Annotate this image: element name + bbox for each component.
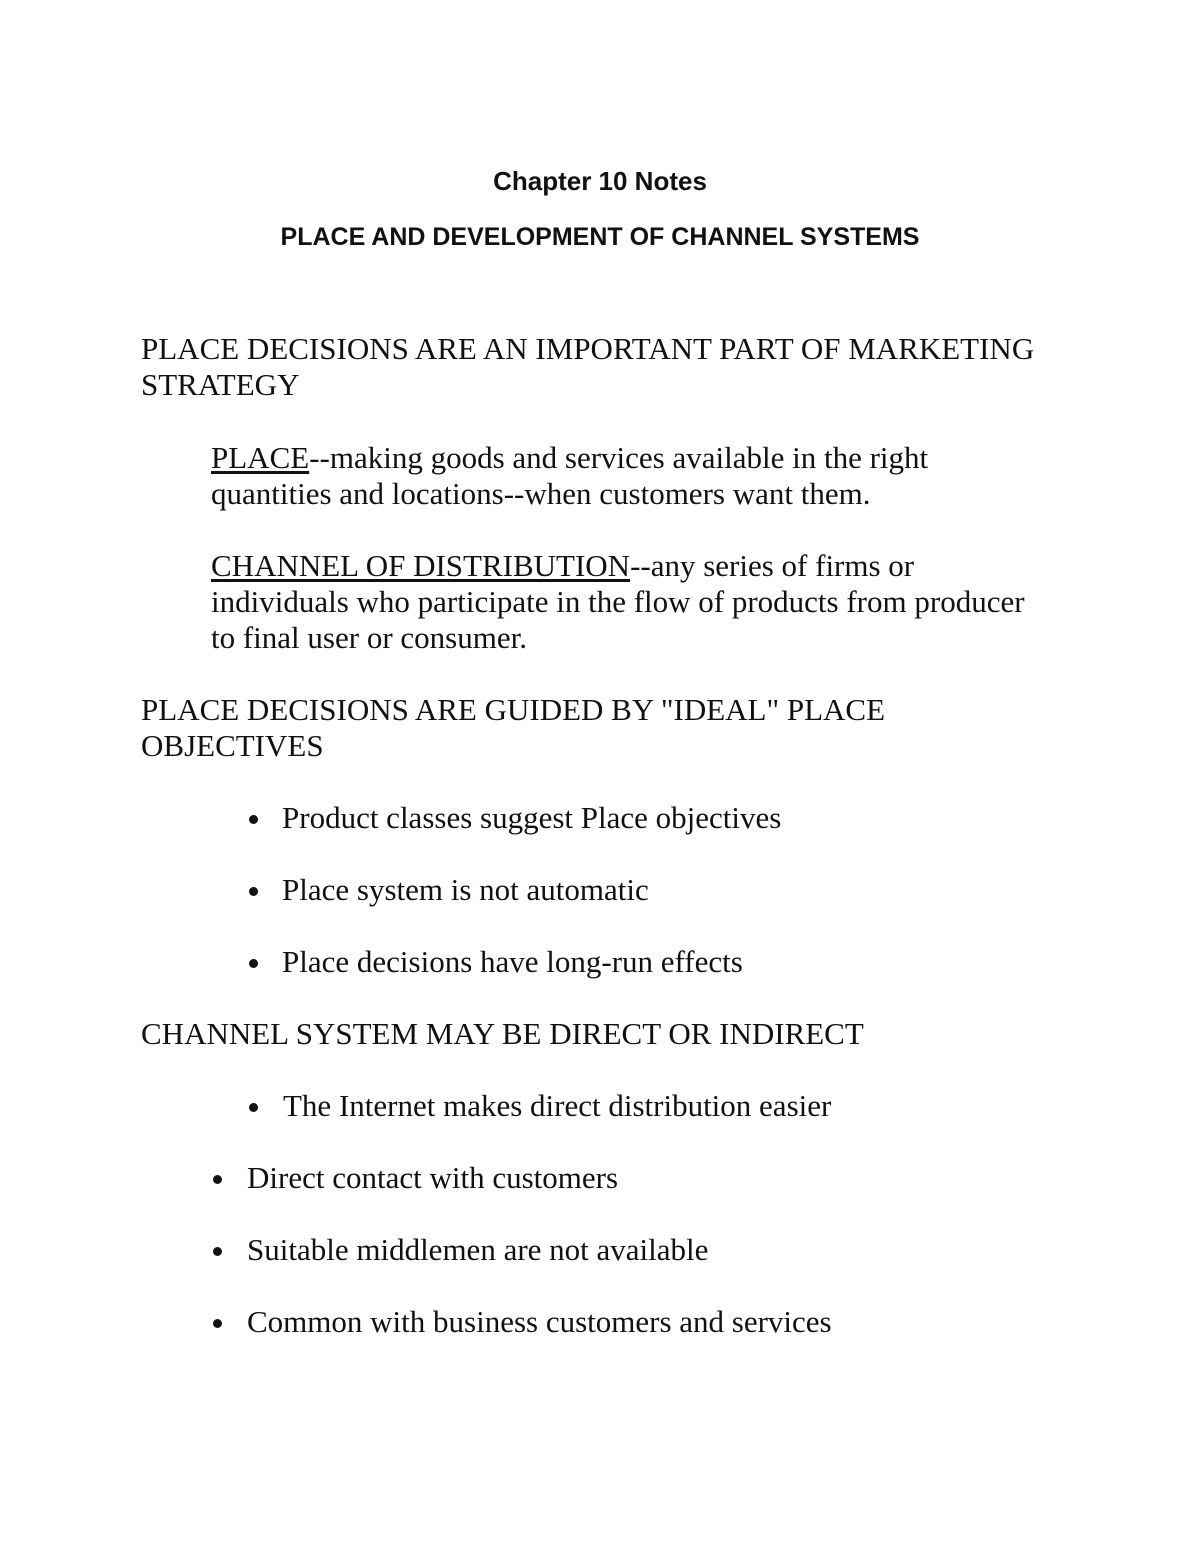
list-item-text: Common with business customers and services <box>247 1304 832 1339</box>
definition-channel-line2: individuals who participate in the flow of products from producer <box>211 584 1025 619</box>
definition-place-line2: quantities and locations--when customers want them. <box>211 476 871 511</box>
definition-place-line1 <box>211 440 928 476</box>
list-item-text: Place decisions have long-run effects <box>282 944 743 979</box>
list-item-text: The Internet makes direct distribution easier <box>283 1088 832 1123</box>
heading-place-decisions-line2: STRATEGY <box>141 367 300 402</box>
term-place: PLACE <box>211 440 310 475</box>
list-item-text: Product classes suggest Place objectives <box>282 800 782 835</box>
definition-channel-line1 <box>211 548 914 584</box>
heading-ideal-objectives-line2: OBJECTIVES <box>141 728 324 763</box>
section-title: PLACE AND DEVELOPMENT OF CHANNEL SYSTEMS <box>280 223 920 251</box>
term-channel-of-distribution: CHANNEL OF DISTRIBUTION <box>211 548 631 583</box>
chapter-title: Chapter 10 Notes <box>493 166 707 196</box>
definition-place-text: --making goods and services available in the right <box>309 440 929 475</box>
heading-ideal-objectives-line1: PLACE DECISIONS ARE GUIDED BY "IDEAL" PLACE <box>141 692 886 727</box>
heading-place-decisions-line1: PLACE DECISIONS ARE AN IMPORTANT PART OF MARKETING <box>141 331 1035 366</box>
list-item-text: Direct contact with customers <box>247 1160 619 1195</box>
list-item-text: Place system is not automatic <box>282 872 649 907</box>
heading-channel-system: CHANNEL SYSTEM MAY BE DIRECT OR INDIRECT <box>141 1016 864 1051</box>
definition-channel-text: --any series of firms or <box>630 548 915 583</box>
definition-channel-line3: to final user or consumer. <box>211 620 527 655</box>
list-item-text: Suitable middlemen are not available <box>247 1232 709 1267</box>
